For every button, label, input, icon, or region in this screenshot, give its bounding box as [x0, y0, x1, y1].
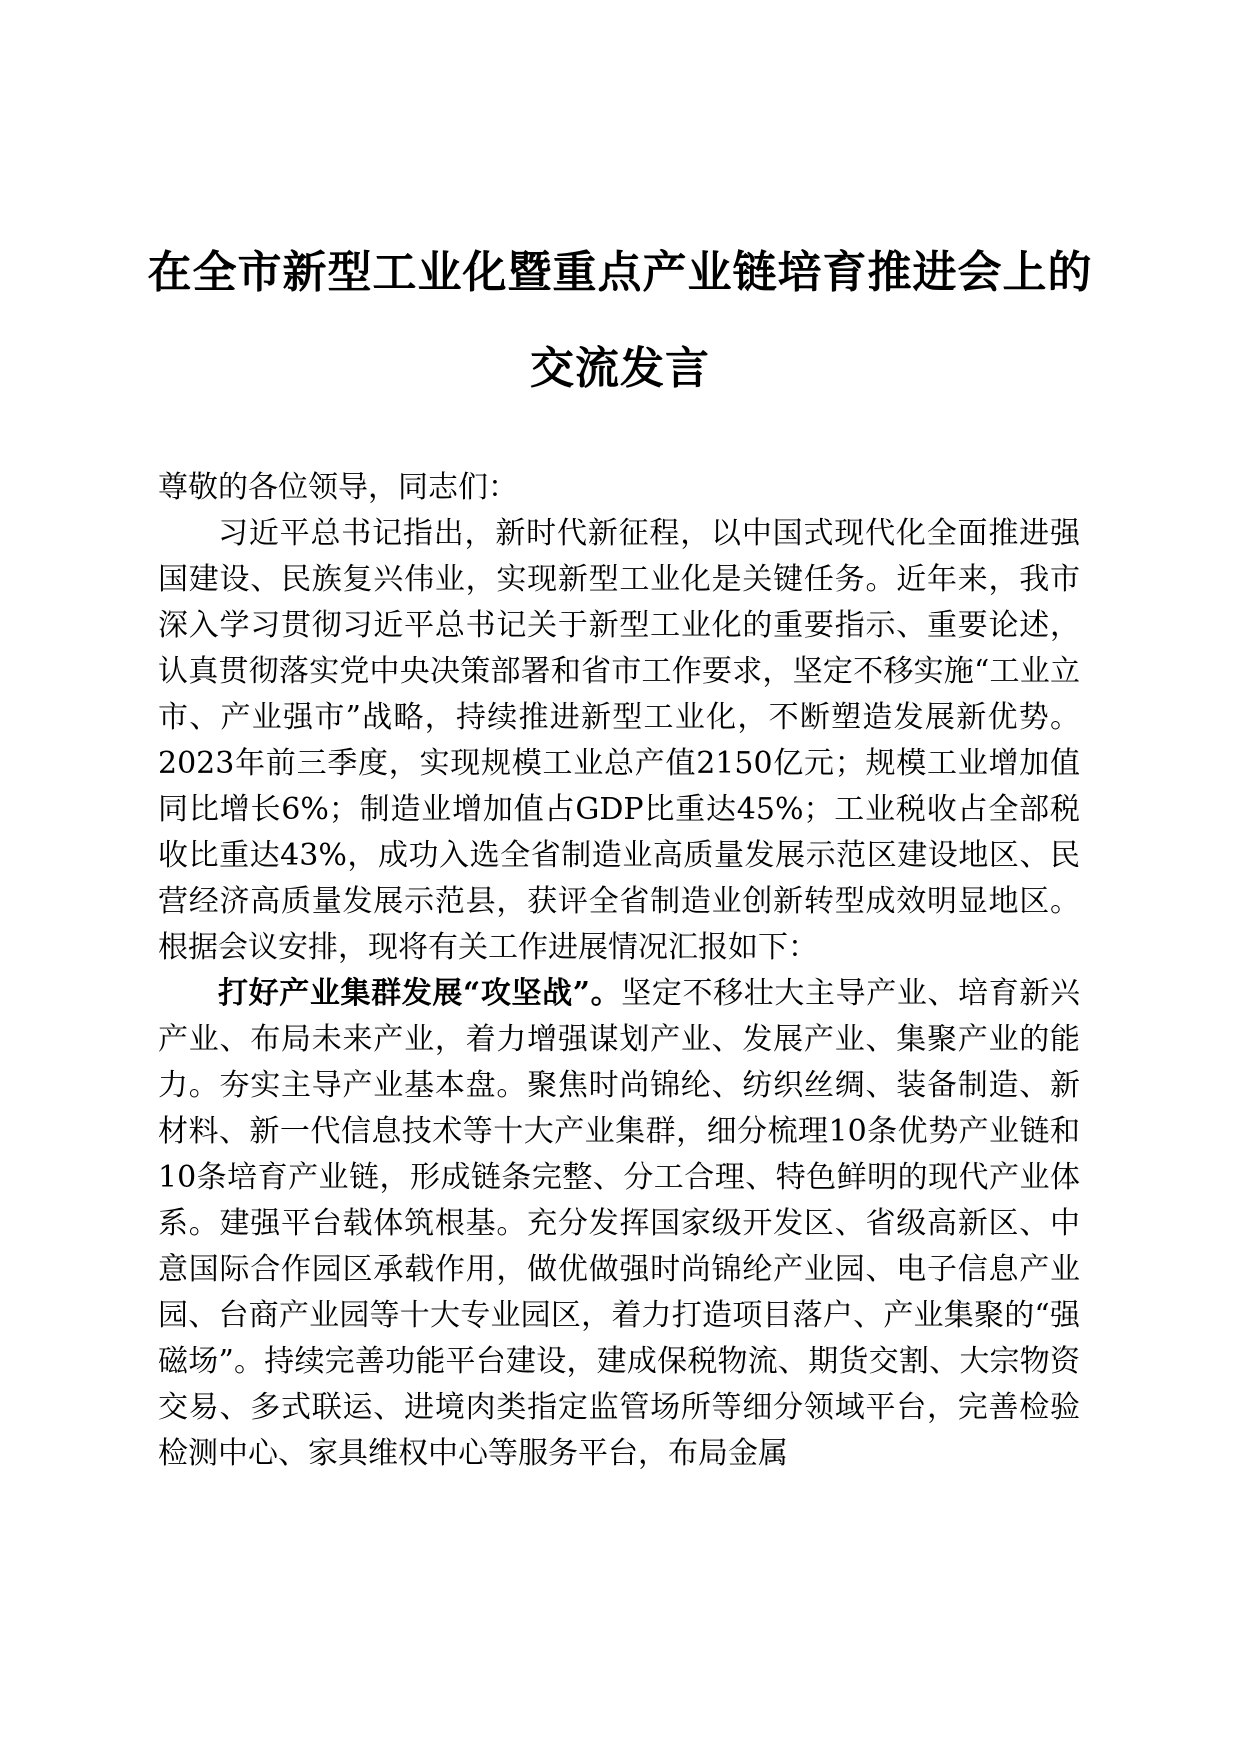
- paragraph-heading: 打好产业集群发展“攻坚战”。: [218, 976, 622, 1011]
- paragraph-intro-text: 习近平总书记指出，新时代新征程，以中国式现代化全面推进强国建设、民族复兴伟业，实现新型工业化是关键任务。近年来，我市深入学习贯彻习近平总书记关于新型工业化的重要指示、重要论述，认真贯彻落实党中央决策部署和省市工作要求，坚定不移实施“工业立市、产业强市”战略，持续推进新型工业化，不断塑造发展新优势。2023年前三季度，实现规模工业总产值2150亿元；规模工业增加值同比增长6%；制造业增加值占GDP比重达45%；工业税收占全部税收比重达43%，成功入选全省制造业高质量发展示范区建设地区、民营经济高质量发展示范县，获评全省制造业创新转型成效明显地区。根据会议安排，现将有关工作进展情况汇报如下：: [158, 516, 1080, 965]
- paragraph-industry-cluster: [158, 971, 1080, 1477]
- salutation: 尊敬的各位领导，同志们：: [158, 470, 518, 505]
- paragraph-industry-cluster-text: 坚定不移壮大主导产业、培育新兴产业、布局未来产业，着力增强谋划产业、发展产业、集聚产业的能力。夯实主导产业基本盘。聚焦时尚锦纶、纺织丝绸、装备制造、新材料、新一代信息技术等十大产业集群，细分梳理10条优势产业链和10条培育产业链，形成链条完整、分工合理、特色鲜明的现代产业体系。建强平台载体筑根基。充分发挥国家级开发区、省级高新区、中意国际合作园区承载作用，做优做强时尚锦纶产业园、电子信息产业园、台商产业园等十大专业园区，着力打造项目落户、产业集聚的“强磁场”。持续完善功能平台建设，建成保税物流、期货交割、大宗物资交易、多式联运、进境肉类指定监管场所等细分领域平台，完善检验检测中心、家具维权中心等服务平台，布局金属: [158, 976, 1081, 1471]
- paragraph-intro: [158, 511, 1080, 971]
- document-title: 在全市新型工业化暨重点产业链培育推进会上的交流发言: [147, 247, 1093, 394]
- document-body: [158, 465, 1080, 1477]
